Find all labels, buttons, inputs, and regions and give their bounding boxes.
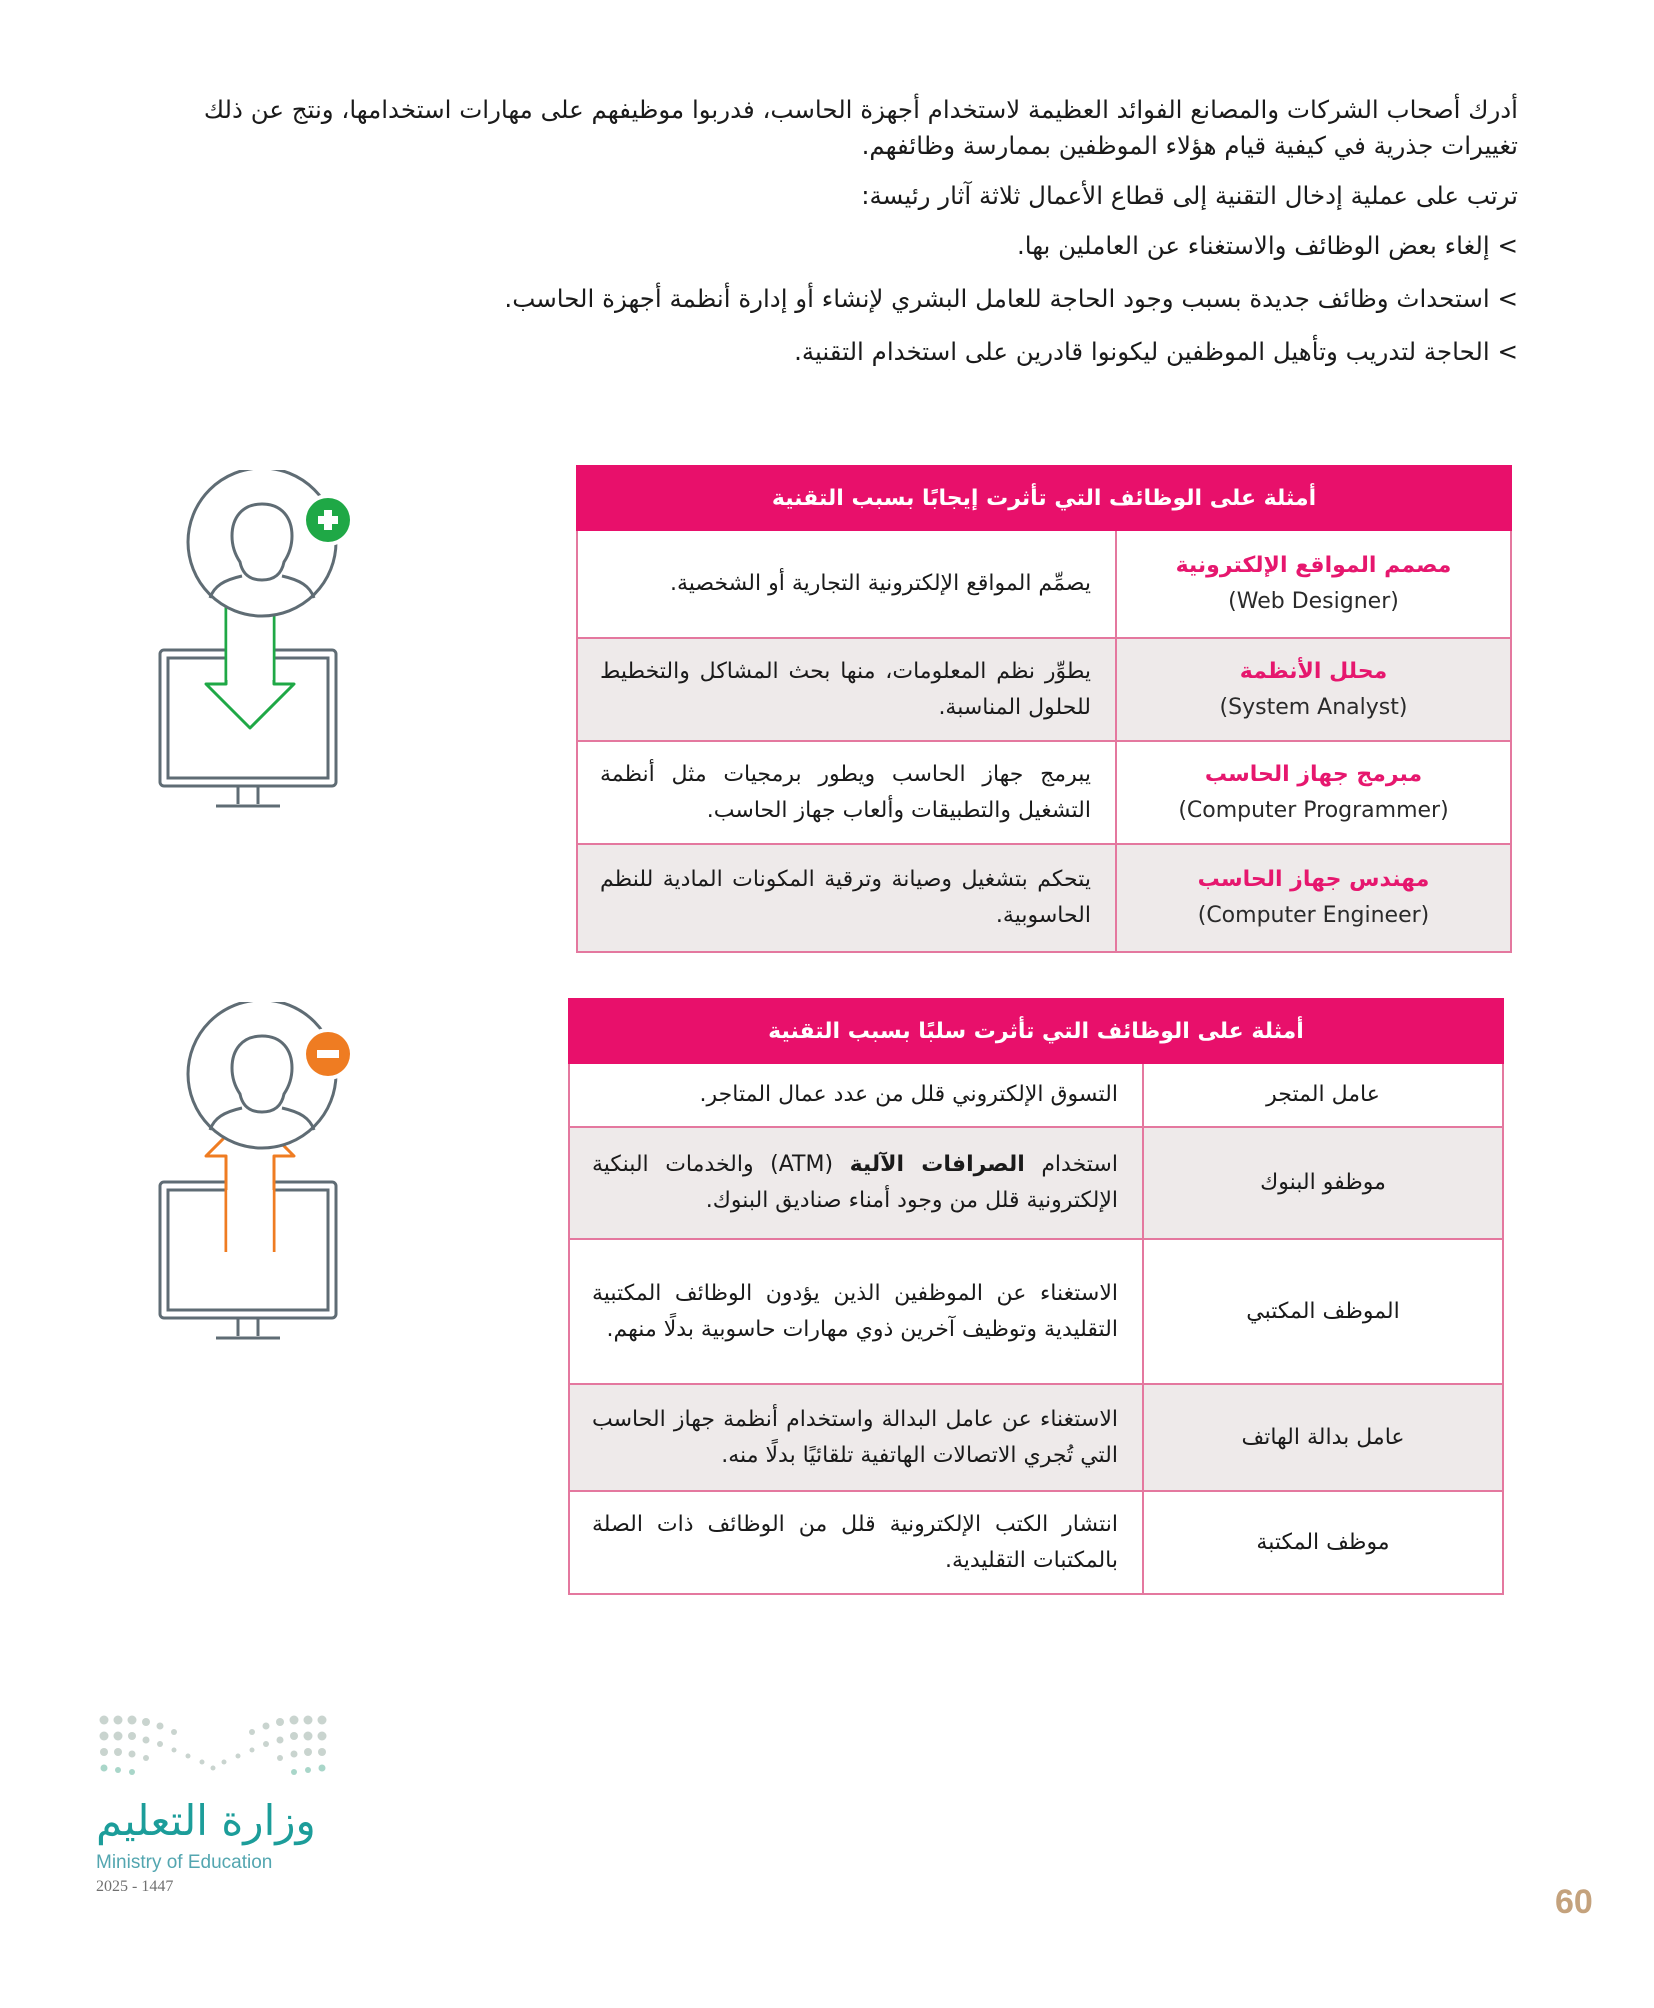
job-name: عامل المتجر	[1143, 1063, 1503, 1127]
table-row	[577, 844, 1511, 952]
job-description: الاستغناء عن عامل البدالة واستخدام أنظمة جهاز الحاسب التي تُجري الاتصالات الهاتفية تلقائيًا بدلًا منه.	[569, 1384, 1143, 1491]
job-name: عامل بدالة الهاتف	[1143, 1384, 1503, 1491]
positive-jobs-table	[578, 465, 1512, 953]
job-title-ar: محلل الأنظمة	[1239, 658, 1388, 684]
negative-jobs-table	[570, 998, 1504, 1595]
desc-before: استخدام	[1024, 1152, 1118, 1177]
table-row	[577, 638, 1511, 741]
job-description: يطوِّر نظم المعلومات، منها بحث المشاكل والتخطيط للحلول المناسبة.	[577, 638, 1116, 741]
ministry-logo-icon	[96, 1712, 336, 1792]
job-description: يتحكم بتشغيل وصيانة وترقية المكونات المادية للنظم الحاسوبية.	[577, 844, 1116, 952]
job-cell	[1116, 638, 1511, 741]
job-title-ar: مبرمج جهاز الحاسب	[1204, 761, 1423, 787]
intro-bullet: > إلغاء بعض الوظائف والاستغناء عن العاملين بها.	[1016, 231, 1518, 260]
table-row	[569, 1127, 1503, 1239]
desc-bold-term: الصرافات الآلية	[849, 1152, 1025, 1177]
plus-badge-icon	[302, 494, 354, 546]
minus-badge-icon	[302, 1028, 354, 1080]
job-description: يبرمج جهاز الحاسب ويطور برمجيات مثل أنظمة التشغيل والتطبيقات وألعاب جهاز الحاسب.	[577, 741, 1116, 844]
intro-bullet: > الحاجة لتدريب وتأهيل الموظفين ليكونوا قادرين على استخدام التقنية.	[794, 337, 1518, 366]
intro-bullet: > استحداث وظائف جديدة بسبب وجود الحاجة للعامل البشري لإنشاء أو إدارة أنظمة أجهزة الحاسب.	[504, 284, 1518, 313]
job-title-en: (Web Designer)	[1228, 589, 1399, 614]
job-description: يصمِّم المواقع الإلكترونية التجارية أو الشخصية.	[577, 530, 1116, 638]
negative-illustration	[150, 1002, 370, 1352]
table-row	[569, 1491, 1503, 1594]
job-title-ar: مهندس جهاز الحاسب	[1197, 867, 1430, 892]
table-row	[569, 1063, 1503, 1127]
positive-table-title: أمثلة على الوظائف التي تأثرت إيجابًا بسبب التقنية	[577, 466, 1511, 530]
job-description: الاستغناء عن الموظفين الذين يؤدون الوظائف المكتبية التقليدية وتوظيف آخرين ذوي مهارات حاسوبية بدلًا منهم.	[569, 1239, 1143, 1384]
page-number: 60	[1555, 1883, 1593, 1921]
job-cell	[1116, 530, 1511, 638]
intro-section	[140, 92, 1518, 387]
job-cell	[1116, 844, 1511, 952]
job-title-en: (System Analyst)	[1219, 694, 1408, 720]
job-description: التسوق الإلكتروني قلل من عدد عمال المتاجر.	[569, 1063, 1143, 1127]
positive-illustration	[150, 470, 370, 820]
ministry-name-en: Ministry of Education	[96, 1852, 273, 1873]
table-row	[577, 530, 1511, 638]
desc-after: (ATM) والخدمات البنكية الإلكترونية قلل من وجود أمناء صناديق البنوك.	[591, 1152, 1118, 1213]
negative-table-title: أمثلة على الوظائف التي تأثرت سلبًا بسبب التقنية	[569, 999, 1503, 1063]
table-row	[577, 741, 1511, 844]
job-title-ar: مصمم المواقع الإلكترونية	[1175, 553, 1452, 578]
job-description: انتشار الكتب الإلكترونية قلل من الوظائف ذات الصلة بالمكتبات التقليدية.	[569, 1491, 1143, 1594]
table-row	[569, 1384, 1503, 1491]
job-description	[569, 1127, 1143, 1239]
edition-year: 2025 - 1447	[96, 1878, 174, 1895]
intro-paragraph-2: ترتب على عملية إدخال التقنية إلى قطاع الأعمال ثلاثة آثار رئيسة:	[861, 181, 1518, 210]
job-cell	[1116, 741, 1511, 844]
ministry-name-ar: وزارة التعليم	[96, 1796, 316, 1845]
job-title-en: (Computer Programmer)	[1178, 797, 1449, 823]
job-name: موظف المكتبة	[1143, 1491, 1503, 1594]
job-name: الموظف المكتبي	[1143, 1239, 1503, 1384]
table-row	[569, 1239, 1503, 1384]
intro-paragraph-1: أدرك أصحاب الشركات والمصانع الفوائد العظيمة لاستخدام أجهزة الحاسب، فدربوا موظيفهم على مهارات استخدامها، ونتج عن ذلك تغييرات جذرية في كيفية قيام هؤلاء الموظفين بممارسة وظائفهم.	[203, 95, 1518, 160]
user-icon	[188, 470, 336, 616]
job-title-en: (Computer Engineer)	[1197, 903, 1430, 928]
job-name: موظفو البنوك	[1143, 1127, 1503, 1239]
